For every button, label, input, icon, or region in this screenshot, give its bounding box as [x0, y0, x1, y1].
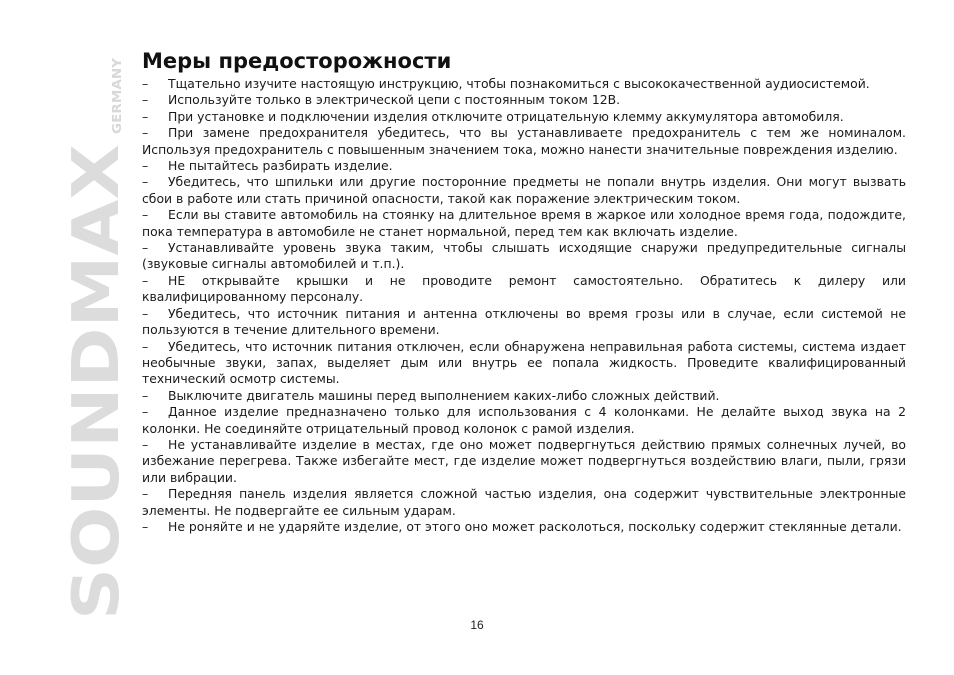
precaution-text: Не пытайтесь разбирать изделие. [168, 158, 393, 174]
precaution-text: При установке и подключении изделия отключите отрицательную клемму аккумулятора автомобиля. [168, 108, 844, 124]
precaution-item [142, 273, 906, 306]
brand-sub: GERMANY [110, 66, 124, 134]
precaution-item [142, 158, 906, 174]
precaution-item [142, 306, 906, 339]
brand-name: SOUNDMAX [60, 198, 134, 620]
precaution-item [142, 109, 906, 125]
precautions-list [142, 76, 906, 535]
precaution-item [142, 437, 906, 486]
precaution-item [142, 519, 906, 535]
precaution-text: Убедитесь, что источник питания и антенна отключены во время грозы или в случае, если системой не пользуются в течение длительного времени. [142, 305, 906, 338]
precaution-text: При замене предохранителя убедитесь, что вы устанавливаете предохранитель с тем же номиналом. Используя предохранитель с повышенным значением тока, можно нанести значительные повреждения изделию. [142, 125, 906, 157]
precaution-item [142, 174, 906, 207]
page-number: 16 [470, 618, 484, 632]
bullet-dash: – [142, 272, 149, 288]
bullet-dash: – [142, 92, 149, 108]
bullet-dash: – [142, 240, 149, 256]
precaution-text: Данное изделие предназначено только для использования с 4 колонками. Не делайте выход звука на 2 колонки. Не соединяйте отрицательный провод колонок с рамой изделия. [142, 404, 906, 436]
precaution-text: Устанавливайте уровень звука таким, чтобы слышать исходящие снаружи предупредительные сигналы (звуковые сигналы автомобилей и т.п.). [142, 240, 906, 272]
bullet-dash: – [142, 207, 149, 223]
bullet-dash: – [142, 125, 149, 141]
bullet-dash: – [142, 174, 149, 190]
bullet-dash: – [142, 436, 149, 452]
precaution-text: Передняя панель изделия является сложной частью изделия, она содержит чувствительные электронные элементы. Не подвергайте ее сильным ударам. [142, 486, 906, 518]
precaution-text: Используйте только в электрической цепи с постоянным током 12В. [168, 92, 621, 108]
bullet-dash: – [142, 76, 149, 91]
precaution-text: Тщательно изучите настоящую инструкцию, чтобы познакомиться с высококачественной аудиосистемой. [168, 76, 870, 91]
bullet-dash: – [142, 108, 149, 124]
bullet-dash: – [142, 305, 149, 321]
bullet-dash: – [142, 486, 149, 502]
brand-logo [60, 42, 134, 622]
precaution-text: Не роняйте и не ударяйте изделие, от этого оно может расколоться, поскольку содержит стеклянные детали. [168, 518, 902, 534]
bullet-dash: – [142, 518, 149, 534]
precaution-item [142, 404, 906, 437]
precaution-text: Если вы ставите автомобиль на стоянку на длительное время в жаркое или холодное время года, подождите, пока температура в автомобиле не станет нормальной, перед тем как включать изделие. [142, 207, 906, 239]
precaution-item [142, 125, 906, 158]
bullet-dash: – [142, 158, 149, 174]
precaution-item [142, 92, 906, 108]
precaution-text: Выключите двигатель машины перед выполнением каких-либо сложных действий. [168, 387, 720, 403]
precaution-item [142, 339, 906, 388]
bullet-dash: – [142, 338, 149, 354]
precaution-item [142, 486, 906, 519]
bullet-dash: – [142, 404, 149, 420]
precaution-item [142, 240, 906, 273]
precaution-item [142, 76, 906, 92]
precaution-text: Убедитесь, что источник питания отключен, если обнаружена неправильная работа системы, система издает необычные звуки, запах, выделяет дым или внутрь ее попала жидкость. Проведите квалифицированный технический осмотр системы. [142, 338, 906, 387]
precaution-item [142, 388, 906, 404]
precaution-item [142, 207, 906, 240]
precaution-text: Не устанавливайте изделие в местах, где оно может подвергнуться действию прямых солнечных лучей, во избежание перегрева. Также избегайте мест, где изделие может подвергнуться воздействию влаги, пыли, грязи или вибрации. [142, 436, 906, 485]
precaution-text: НЕ открывайте крышки и не проводите ремонт самостоятельно. Обратитесь к дилеру или квалифицированному персоналу. [142, 272, 906, 305]
page-title: Меры предосторожности [142, 49, 452, 73]
precaution-text: Убедитесь, что шпильки или другие посторонние предметы не попали внутрь изделия. Они могут вызвать сбои в работе или стать причиной опасности, такой как поражение электрическим током. [142, 174, 906, 206]
bullet-dash: – [142, 387, 149, 403]
brand-logo-svg [60, 42, 134, 622]
